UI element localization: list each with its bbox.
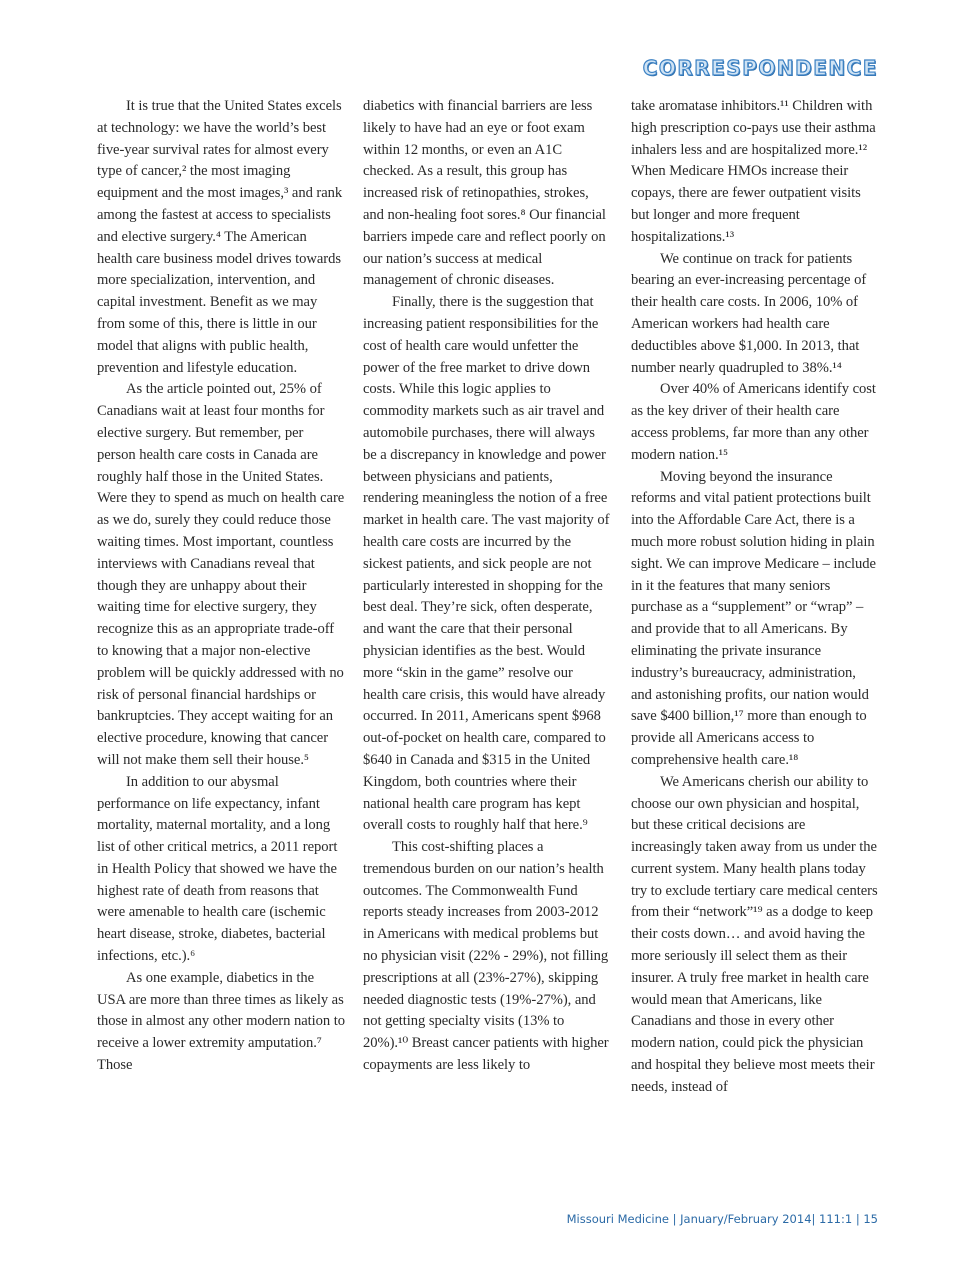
page-footer: Missouri Medicine | January/February 2014| 111:1 | 15 [566, 1212, 878, 1226]
paragraph: We Americans cherish our ability to choose our own physician and hospital, but these critical decisions are increasingly taken away from us under the current system. Many health plans today try to exclude tertiary care medical centers from their “network”¹⁹ as a dodge to keep their costs down… and avoid having the more seriously ill select them as their insurer. A truly free market in health care would mean that Americans, like Canadians and those in every other modern nation, could pick the physician and hospital they believe most meets their needs, instead of [631, 773, 878, 1095]
paragraph: As one example, diabetics in the USA are more than three times as likely as those in almost any other modern nation to receive a lower extremity amputation.⁷ Those [97, 969, 345, 1074]
paragraph-continued: take aromatase inhibitors.¹¹ Children with high prescription co-pays use their asthma inhalers less and are hospitalized more.¹² When Medicare HMOs increase their copays, there are fewer outpatient visits but longer and more frequent hospitalizations.¹³ [631, 98, 876, 245]
column-3 [631, 96, 879, 1099]
article-columns [97, 96, 881, 1166]
column-1 [97, 96, 345, 1077]
paragraph: Over 40% of Americans identify cost as the key driver of their health care access problems, far more than any other modern nation.¹⁵ [631, 381, 876, 463]
paragraph: We continue on track for patients bearing an ever-increasing percentage of their health care costs. In 2006, 10% of American workers had health care deductibles above $1,000. In 2013, that number nearly quadrupled to 38%.¹⁴ [631, 250, 867, 376]
paragraph: It is true that the United States excels at technology: we have the world’s best five-year survival rates for almost every type of cancer,² the most imaging equipment and the most images,³ and rank among the fastest at access to specialists and elective surgery.⁴ The American health care business model drives towards more specialization, intervention, and capital investment. Benefit as we may from some of this, there is little in our model that aligns with public health, prevention and lifestyle education. [97, 98, 343, 376]
paragraph: Moving beyond the insurance reforms and vital patient protections built into the Affordable Care Act, there is a much more robust solution hiding in plain sight. We can improve Medicare – include in it the features that many seniors purchase as a “supplement” or “wrap” – and provide that to all Americans. By eliminating the private insurance industry’s bureaucracy, administration, and astonishing profits, our nation would save $400 billion,¹⁷ more than enough to provide all Americans access to comprehensive health care.¹⁸ [631, 468, 876, 768]
paragraph: In addition to our abysmal performance on life expectancy, infant mortality, maternal mortality, and a long list of other critical metrics, a 2011 report in Health Policy that showed we have the highest rate of death from reasons that were amenable to health care (ischemic heart disease, stroke, diabetes, bacterial infections, etc.).⁶ [97, 773, 338, 965]
paragraph: This cost-shifting places a tremendous burden on our nation’s health outcomes. The Commonwealth Fund reports steady increases from 2003-2012 in Americans with medical problems but no physician visit (22% - 29%), not filling prescriptions at all (23%-27%), skipping needed diagnostic tests (19%-27%), and not getting specialty visits (13% to 20%).¹⁰ Breast cancer patients with higher copayments are less likely to [363, 839, 609, 1074]
column-2 [363, 96, 611, 1077]
paragraph-continued: diabetics with financial barriers are less likely to have had an eye or foot exam within 12 months, or even an A1C checked. As a result, this group has increased risk of retinopathies, strokes, and non-healing foot sores.⁸ Our financial barriers impede care and reflect poorly on our nation’s success at medical management of chronic diseases. [363, 98, 606, 289]
section-header: CORRESPONDENCE [642, 56, 878, 80]
paragraph: Finally, there is the suggestion that increasing patient responsibilities for the cost of health care would unfetter the power of the free market to drive down costs. While this logic applies to commodity markets such as air travel and automobile purchases, there will always be a discrepancy in knowledge and power between physicians and patients, rendering meaningless the notion of a free market in health care. The vast majority of health care costs are incurred by the sickest patients, and sick people are not particularly interested in shopping for the best deal. They’re sick, often desperate, and want the care that their personal physician identifies as the best. Would more “skin in the game” resolve our health care crisis, this would have already occurred. In 2011, Americans spent $968 out-of-pocket on health care, compared to $640 in Canada and $315 in the United Kingdom, both countries where their national health care program has kept overall costs to roughly half that here.⁹ [363, 294, 610, 834]
paragraph: As the article pointed out, 25% of Canadians wait at least four months for elective surgery. But remember, per person health care costs in Canada are roughly half those in the United States. Were they to spend as much on health care as we do, surely they could reduce those waiting times. Most important, countless interviews with Canadians reveal that though they are unhappy about their waiting time for elective surgery, they recognize this as an appropriate trade-off to knowing that a major non-elective problem will be quickly addressed with no risk of personal financial hardships or bankruptcies. They accept waiting for an elective procedure, knowing that cancer will not make them sell their house.⁵ [97, 381, 345, 768]
